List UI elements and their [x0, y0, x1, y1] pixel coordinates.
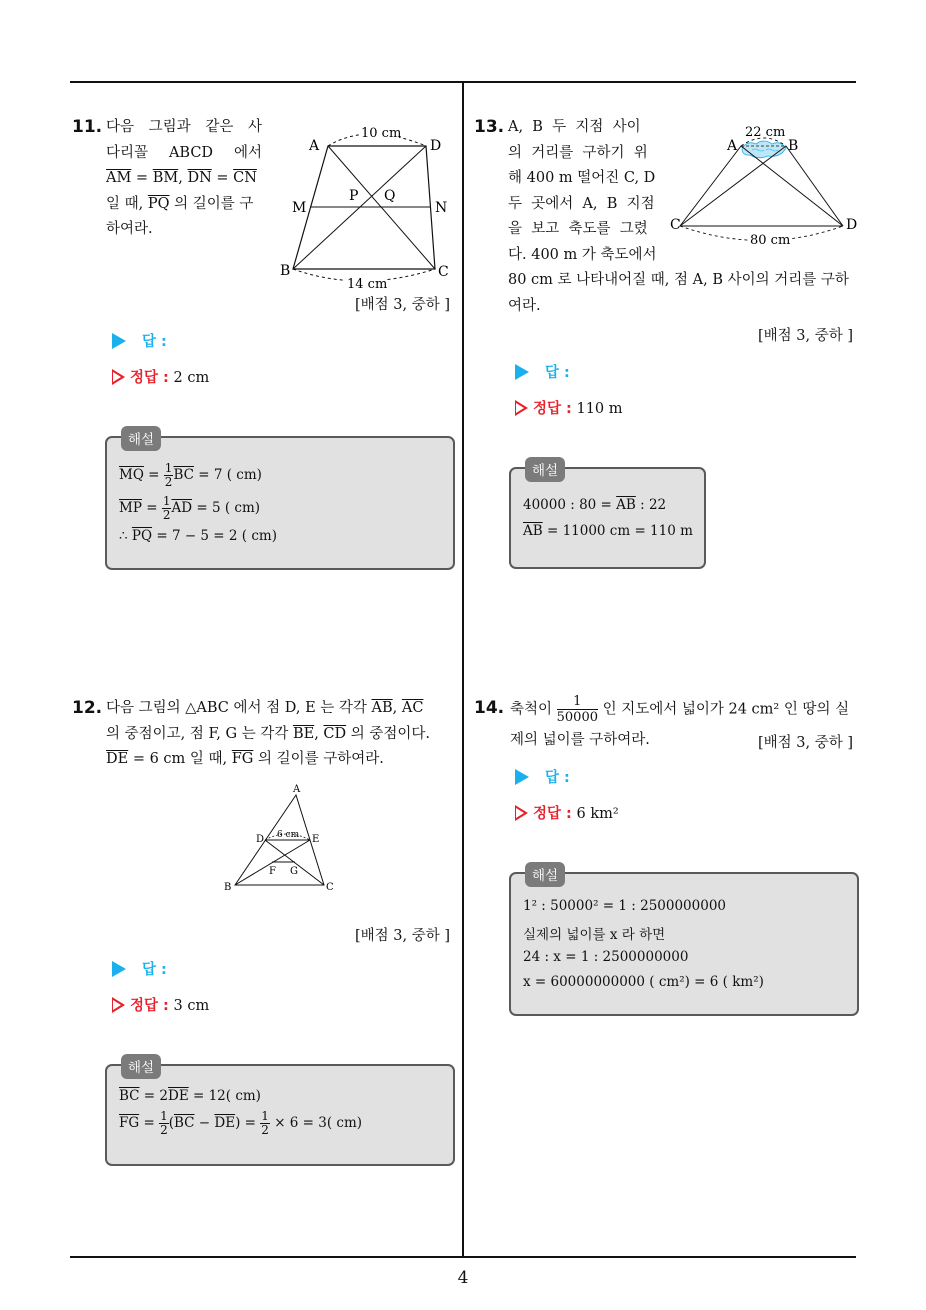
q13-correct	[515, 397, 623, 418]
correct-label: 정답 :	[130, 370, 169, 386]
text: = 11000 cm = 110 m	[542, 523, 693, 539]
seg-cd: $\overline{CD}$	[323, 725, 347, 742]
text: 의 중점이고, 점 F, G 는 각각	[106, 725, 293, 742]
label-b: B	[280, 263, 291, 279]
outline-triangle-icon	[112, 997, 125, 1013]
text: = 12( cm)	[188, 1088, 261, 1104]
q11-line4	[106, 192, 262, 218]
seg: $\overline{MP}$	[119, 500, 142, 516]
segment-da	[741, 146, 843, 226]
label-d: D	[430, 138, 442, 154]
q12-triangle-figure	[220, 780, 350, 895]
answer-label: 답 :	[142, 962, 167, 978]
text: = 6 cm 일 때,	[128, 751, 232, 767]
text: × 6 = 3( cm)	[269, 1115, 363, 1131]
eq: =	[211, 170, 234, 186]
q13-line8: 여라.	[508, 298, 541, 314]
label-e: E	[312, 834, 320, 845]
eq: =	[131, 170, 153, 186]
answer-label: 답 :	[142, 334, 167, 350]
text: = 7 − 5 = 2 ( cm)	[152, 528, 277, 544]
answer-label: 답 :	[545, 365, 570, 381]
seg: $\overline{AD}$	[171, 500, 193, 516]
seg: $\overline{AB}$	[523, 523, 543, 539]
outline-triangle-icon	[515, 805, 528, 821]
seg: $\overline{BC}$	[173, 1115, 195, 1131]
therefore: ∴	[119, 528, 132, 544]
q11-solution-box	[105, 432, 455, 570]
correct-value: 110 m	[576, 401, 623, 417]
solution-label: 해설	[525, 862, 565, 887]
q14-score: [배점 3, 중하 ]	[758, 735, 854, 751]
numerator: 1	[160, 1109, 168, 1123]
fraction	[260, 1110, 270, 1137]
label-g: G	[290, 866, 298, 877]
denominator: 2	[164, 475, 173, 489]
label-c: C	[326, 882, 334, 893]
seg-bm: $\overline{BM}$	[152, 170, 179, 186]
seg-be: $\overline{BE}$	[292, 725, 315, 742]
denominator: 2	[261, 1123, 269, 1137]
q13-text	[508, 115, 658, 268]
q12-number: 12.	[72, 698, 103, 718]
label-bottom-length: 14 cm	[347, 277, 388, 292]
denominator: 2	[162, 508, 171, 522]
q11-sol-line3	[119, 528, 277, 544]
correct-value: 2 cm	[173, 370, 210, 386]
q11-score: [배점 3, 중하 ]	[355, 297, 451, 313]
q14-number: 14.	[474, 698, 505, 718]
segment-db	[786, 146, 843, 226]
paren: (	[168, 1115, 174, 1131]
label-a: A	[309, 138, 320, 154]
seg-ab: $\overline{AB}$	[371, 700, 393, 716]
seg: $\overline{DE}$	[214, 1115, 236, 1131]
q11-correct	[112, 366, 209, 387]
q14-sol-line1: 1² : 50000² = 1 : 2500000000	[523, 898, 726, 914]
seg: $\overline{BC}$	[119, 1088, 140, 1104]
q14-correct	[515, 802, 619, 823]
q11-sol-line2	[119, 495, 260, 522]
minus: −	[194, 1115, 215, 1131]
label-a: A	[293, 784, 301, 795]
seg-de: $\overline{DE}$	[106, 751, 129, 767]
q11-trapezoid-figure	[275, 118, 465, 294]
q13-solution-box	[509, 463, 706, 569]
play-icon	[515, 364, 529, 380]
seg: $\overline{AB}$	[616, 497, 636, 513]
q14-sol-line4: x = 60000000000 ( cm²) = 6 ( km²)	[523, 974, 764, 990]
q13-line5: 을 보고 축도를 그렸	[508, 221, 648, 237]
eq: =	[143, 467, 164, 483]
q13-line1: A, B 두 지점 사이	[508, 119, 641, 135]
correct-label: 정답 :	[130, 998, 169, 1014]
label-c: C	[438, 264, 449, 280]
comma: ,	[392, 700, 402, 716]
numerator: 1	[557, 694, 598, 710]
text: 인 지도에서 넓이가 24 cm² 인 땅의 실	[598, 701, 850, 718]
label-m: M	[292, 200, 307, 216]
q14-answer	[515, 766, 570, 787]
q11-answer	[112, 330, 167, 351]
label-d: D	[256, 834, 265, 845]
label-p: P	[349, 188, 359, 204]
correct-value: 6 km²	[576, 806, 619, 822]
answer-label: 답 :	[545, 770, 570, 786]
q12-correct	[112, 994, 209, 1015]
solution-label: 해설	[525, 457, 565, 482]
seg-ac: $\overline{AC}$	[401, 700, 424, 716]
q12-line1	[106, 696, 458, 722]
scale-fraction	[557, 694, 598, 725]
q12-score: [배점 3, 중하 ]	[355, 928, 451, 944]
label-c: C	[670, 217, 681, 233]
q11-text	[106, 115, 262, 243]
seg-pq: $\overline{PQ}$	[147, 195, 170, 212]
text: = 7 ( cm)	[193, 467, 262, 483]
q13-line6: 다. 400 m 가 축도에서	[508, 246, 657, 263]
text: 40000 : 80 =	[523, 497, 617, 513]
q11-line1: 다음 그림과 같은 사	[106, 119, 262, 135]
q11-sol-line1	[119, 462, 262, 489]
comma: ,	[314, 725, 324, 742]
q14-solution-box	[509, 868, 859, 1016]
q12-line2	[106, 722, 458, 748]
seg-dn: $\overline{DN}$	[187, 170, 212, 186]
text: 일 때,	[106, 195, 148, 212]
fraction	[159, 1110, 169, 1137]
eq: =	[141, 500, 162, 516]
q14-line2: 제의 넓이를 구하여라.	[510, 732, 650, 748]
text: 의 길이를 구	[169, 195, 254, 212]
label-f: F	[269, 866, 276, 877]
play-icon	[515, 769, 529, 785]
denominator: 2	[160, 1123, 168, 1137]
text: ) =	[235, 1115, 261, 1131]
q11-line3	[106, 166, 262, 192]
q14-sol-line2: 실제의 넓이를 x 라 하면	[523, 927, 666, 943]
seg-am: $\overline{AM}$	[106, 170, 132, 186]
correct-label: 정답 :	[533, 806, 572, 822]
label-d: D	[846, 217, 858, 233]
label-top-length: 10 cm	[361, 126, 402, 141]
solution-label: 해설	[121, 1054, 161, 1079]
q12-answer	[112, 958, 167, 979]
text: 다음 그림의 △ABC 에서 점 D, E 는 각각	[106, 700, 372, 716]
denominator: 50000	[556, 710, 598, 725]
page-number: 4	[457, 1268, 469, 1288]
q11-line5: 하여라.	[106, 221, 153, 237]
q13-sol-line1	[523, 497, 666, 513]
q12-sol-line2	[119, 1110, 362, 1137]
label-a: A	[727, 138, 738, 154]
outline-triangle-icon	[515, 400, 528, 416]
label-bottom-length: 80 cm	[750, 233, 791, 248]
fraction	[164, 462, 174, 489]
bottom-rule	[70, 1256, 856, 1258]
label-b: B	[224, 882, 232, 893]
q12-solution-box	[105, 1060, 455, 1166]
seg-cn: $\overline{CN}$	[233, 170, 257, 186]
correct-label: 정답 :	[533, 401, 572, 417]
seg-fg: $\overline{FG}$	[231, 751, 254, 767]
solution-label: 해설	[121, 426, 161, 451]
q12-sol-line1	[119, 1088, 261, 1104]
q14-sol-line3: 24 : x = 1 : 2500000000	[523, 949, 689, 965]
seg: $\overline{DE}$	[168, 1088, 189, 1104]
text: = 5 ( cm)	[192, 500, 261, 516]
q13-line7: 80 cm 로 나타내어질 때, 점 A, B 사이의 거리를 구하	[508, 272, 849, 288]
label-top-length: 22 cm	[745, 125, 786, 140]
play-icon	[112, 333, 126, 349]
correct-value: 3 cm	[173, 998, 210, 1014]
numerator: 1	[261, 1109, 269, 1123]
q13-survey-figure	[668, 120, 863, 250]
q12-text	[106, 696, 458, 773]
label-b: B	[788, 138, 799, 154]
label-q: Q	[384, 188, 396, 204]
seg: $\overline{MQ}$	[119, 467, 144, 483]
q13-line4: 두 곳에서 A, B 지점	[508, 195, 655, 212]
q11-number: 11.	[72, 117, 103, 137]
q12-line3	[106, 747, 458, 773]
label-n: N	[435, 200, 448, 216]
outline-triangle-icon	[112, 369, 125, 385]
numerator: 1	[162, 494, 171, 508]
play-icon	[112, 961, 126, 977]
q13-answer	[515, 361, 570, 382]
seg: $\overline{PQ}$	[131, 528, 153, 544]
seg: $\overline{FG}$	[119, 1115, 140, 1131]
q14-line1	[510, 694, 849, 725]
lake-shape	[742, 141, 786, 158]
q13-line2: 의 거리를 구하기 위	[508, 144, 648, 161]
numerator: 1	[164, 461, 173, 475]
text: : 22	[635, 497, 667, 513]
text: 의 중점이다.	[346, 725, 431, 742]
seg: $\overline{BC}$	[173, 467, 194, 483]
q13-sol-line2	[523, 523, 693, 539]
q13-score: [배점 3, 중하 ]	[758, 328, 854, 344]
q13-line3: 해 400 m 떨어진 C, D	[508, 170, 656, 186]
segment-ca	[680, 146, 741, 226]
text: = 2	[139, 1088, 168, 1104]
text: 축척이	[510, 701, 557, 718]
label-de-length: 6 cm	[277, 830, 300, 840]
q11-line2: 다리꼴 ABCD 에서	[106, 144, 262, 161]
comma: ,	[178, 170, 188, 186]
q13-number: 13.	[474, 117, 505, 137]
eq: =	[139, 1115, 160, 1131]
text: 의 길이를 구하여라.	[253, 751, 384, 767]
segment-cb	[680, 146, 786, 226]
